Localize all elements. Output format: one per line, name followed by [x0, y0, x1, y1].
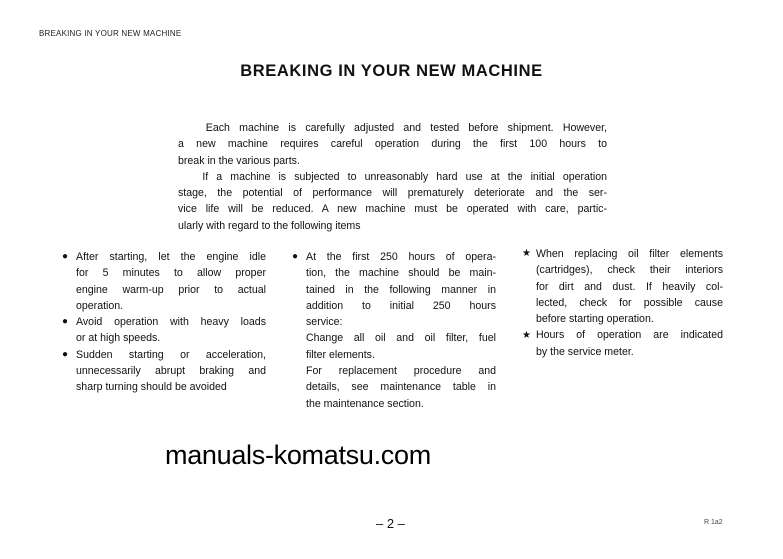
page-number: – 2 – [376, 516, 405, 531]
star-icon: ★ [522, 329, 531, 341]
text-line: If a machine is subjected to unreasonably hard use at the initial operation [178, 170, 607, 183]
text-line: Hours of operation are indicated [536, 329, 723, 342]
text-line: Avoid operation with heavy loads [76, 316, 266, 329]
bullet-icon: ● [62, 316, 69, 328]
page-code: R 1a2 [704, 519, 723, 526]
text-line: After starting, let the engine idle [76, 251, 266, 263]
text-line: for 5 minutes to allow proper [76, 267, 266, 280]
column-2-bullets [292, 249, 496, 412]
text-line: engine warm-up prior to actual [76, 283, 266, 296]
watermark: manuals-komatsu.com [165, 440, 431, 470]
text-line: tion, the machine should be main- [306, 267, 496, 280]
text-line: stage, the potential of performance will prematurely deteriorate and the ser- [178, 187, 607, 200]
text-line: vice life will be reduced. A new machine must be operated with care, partic- [178, 203, 607, 216]
running-header: BREAKING IN YOUR NEW MACHINE [39, 29, 182, 38]
text-line: or at high speeds. [76, 332, 161, 345]
text-line: the maintenance section. [306, 397, 424, 410]
text-line: Change all oil and oil filter, fuel [306, 332, 496, 345]
text-line: break in the various parts. [178, 154, 300, 167]
text-line: At the first 250 hours of opera- [306, 251, 496, 263]
text-line: a new machine requires careful operation during the first 100 hours to [178, 138, 607, 151]
bullet-icon: ● [62, 348, 69, 360]
text-line: unnecessarily abrupt braking and [76, 365, 266, 378]
text-line: tained in the following manner in [306, 283, 496, 296]
intro-paragraphs [178, 120, 607, 234]
text-line: before starting operation. [536, 313, 654, 326]
text-line: When replacing oil filter elements [536, 248, 723, 260]
column-1-bullets [62, 249, 266, 396]
text-line: filter elements. [306, 348, 375, 361]
text-line: operation. [76, 299, 124, 312]
text-line: Sudden starting or acceleration, [76, 348, 266, 361]
column-3-notes [522, 246, 723, 360]
text-line: service: [306, 316, 343, 329]
text-line: by the service meter. [536, 345, 634, 358]
text-line: (cartridges), check their interiors [536, 264, 723, 277]
page-title: BREAKING IN YOUR NEW MACHINE [240, 62, 543, 80]
text-line: for dirt and dust. If heavily col- [536, 280, 723, 293]
text-line: sharp turning should be avoided [76, 381, 227, 394]
bullet-icon: ● [292, 251, 299, 262]
text-line: addition to initial 250 hours [306, 299, 496, 312]
text-line: Each machine is carefully adjusted and tested before shipment. However, [178, 122, 607, 134]
star-icon: ★ [522, 248, 531, 259]
text-line: lected, check for possible cause [536, 296, 723, 309]
text-line: For replacement procedure and [306, 365, 496, 378]
bullet-icon: ● [62, 251, 69, 262]
text-line: details, see maintenance table in [306, 381, 496, 394]
text-line: ularly with regard to the following items [178, 219, 361, 232]
